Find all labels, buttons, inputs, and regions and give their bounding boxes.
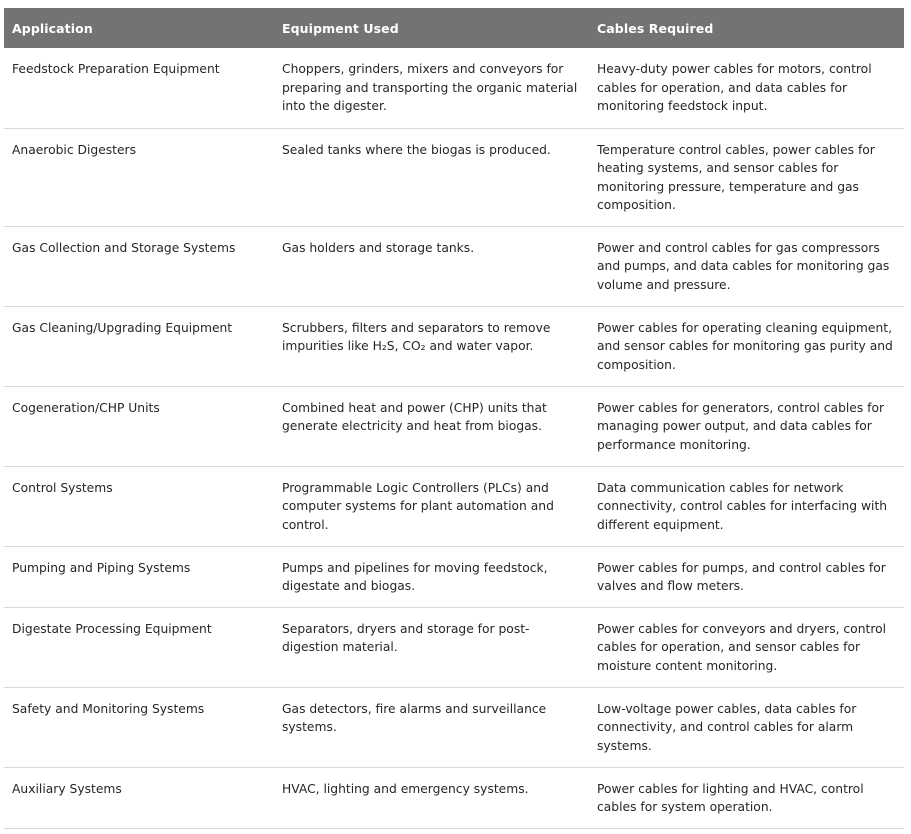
table-row (4, 466, 904, 546)
table-row (4, 128, 904, 226)
table-row (4, 306, 904, 386)
equipment-cell: HVAC, lighting and emergency systems. (274, 767, 589, 828)
table-header (4, 8, 904, 48)
cables-cell: Temperature control cables, power cables for heating systems, and sensor cables for monitoring pressure, temperature and gas composition. (589, 128, 904, 226)
header-row (4, 8, 904, 48)
cables-cell: Power cables for conveyors and dryers, control cables for operation, and sensor cables for moisture content monitoring. (589, 607, 904, 687)
equipment-cell: Combined heat and power (CHP) units that generate electricity and heat from biogas. (274, 386, 589, 466)
table-row (4, 48, 904, 128)
application-cell: Gas Collection and Storage Systems (4, 226, 274, 306)
application-cell: Control Systems (4, 466, 274, 546)
equipment-cell: Choppers, grinders, mixers and conveyors for preparing and transporting the organic material into the digester. (274, 48, 589, 128)
application-cell: Auxiliary Systems (4, 767, 274, 828)
equipment-cell: Gas detectors, fire alarms and surveillance systems. (274, 687, 589, 767)
application-cell: Anaerobic Digesters (4, 128, 274, 226)
table-row (4, 546, 904, 607)
equipment-cell: Gas holders and storage tanks. (274, 226, 589, 306)
application-cell: Pumping and Piping Systems (4, 546, 274, 607)
header-cables-required: Cables Required (597, 20, 714, 36)
cables-cell: Power cables for generators, control cables for managing power output, and data cables for performance monitoring. (589, 386, 904, 466)
cables-cell: Low-voltage power cables, data cables for connectivity, and control cables for alarm systems. (589, 687, 904, 767)
table-body (4, 48, 904, 828)
table-row (4, 607, 904, 687)
cables-cell: Power cables for operating cleaning equipment, and sensor cables for monitoring gas purity and composition. (589, 306, 904, 386)
table-row (4, 386, 904, 466)
cables-cell: Power and control cables for gas compressors and pumps, and data cables for monitoring gas volume and pressure. (589, 226, 904, 306)
table-row (4, 767, 904, 828)
equipment-cell: Pumps and pipelines for moving feedstock, digestate and biogas. (274, 546, 589, 607)
application-cell: Cogeneration/CHP Units (4, 386, 274, 466)
equipment-cell: Programmable Logic Controllers (PLCs) and computer systems for plant automation and control. (274, 466, 589, 546)
application-cell: Safety and Monitoring Systems (4, 687, 274, 767)
cables-cell: Heavy-duty power cables for motors, control cables for operation, and data cables for monitoring feedstock input. (589, 48, 904, 128)
header-equipment-used: Equipment Used (282, 20, 399, 36)
equipment-cell: Scrubbers, filters and separators to remove impurities like H₂S, CO₂ and water vapor. (274, 306, 589, 386)
application-cell: Digestate Processing Equipment (4, 607, 274, 687)
biogas-cable-table (4, 8, 904, 829)
header-application: Application (12, 20, 93, 36)
cables-cell: Power cables for pumps, and control cables for valves and flow meters. (589, 546, 904, 607)
equipment-cell: Separators, dryers and storage for post-digestion material. (274, 607, 589, 687)
cables-cell: Power cables for lighting and HVAC, control cables for system operation. (589, 767, 904, 828)
application-cell: Gas Cleaning/Upgrading Equipment (4, 306, 274, 386)
table-row (4, 687, 904, 767)
equipment-cell: Sealed tanks where the biogas is produced. (274, 128, 589, 226)
application-cell: Feedstock Preparation Equipment (4, 48, 274, 128)
cables-cell: Data communication cables for network connectivity, control cables for interfacing with different equipment. (589, 466, 904, 546)
table-row (4, 226, 904, 306)
